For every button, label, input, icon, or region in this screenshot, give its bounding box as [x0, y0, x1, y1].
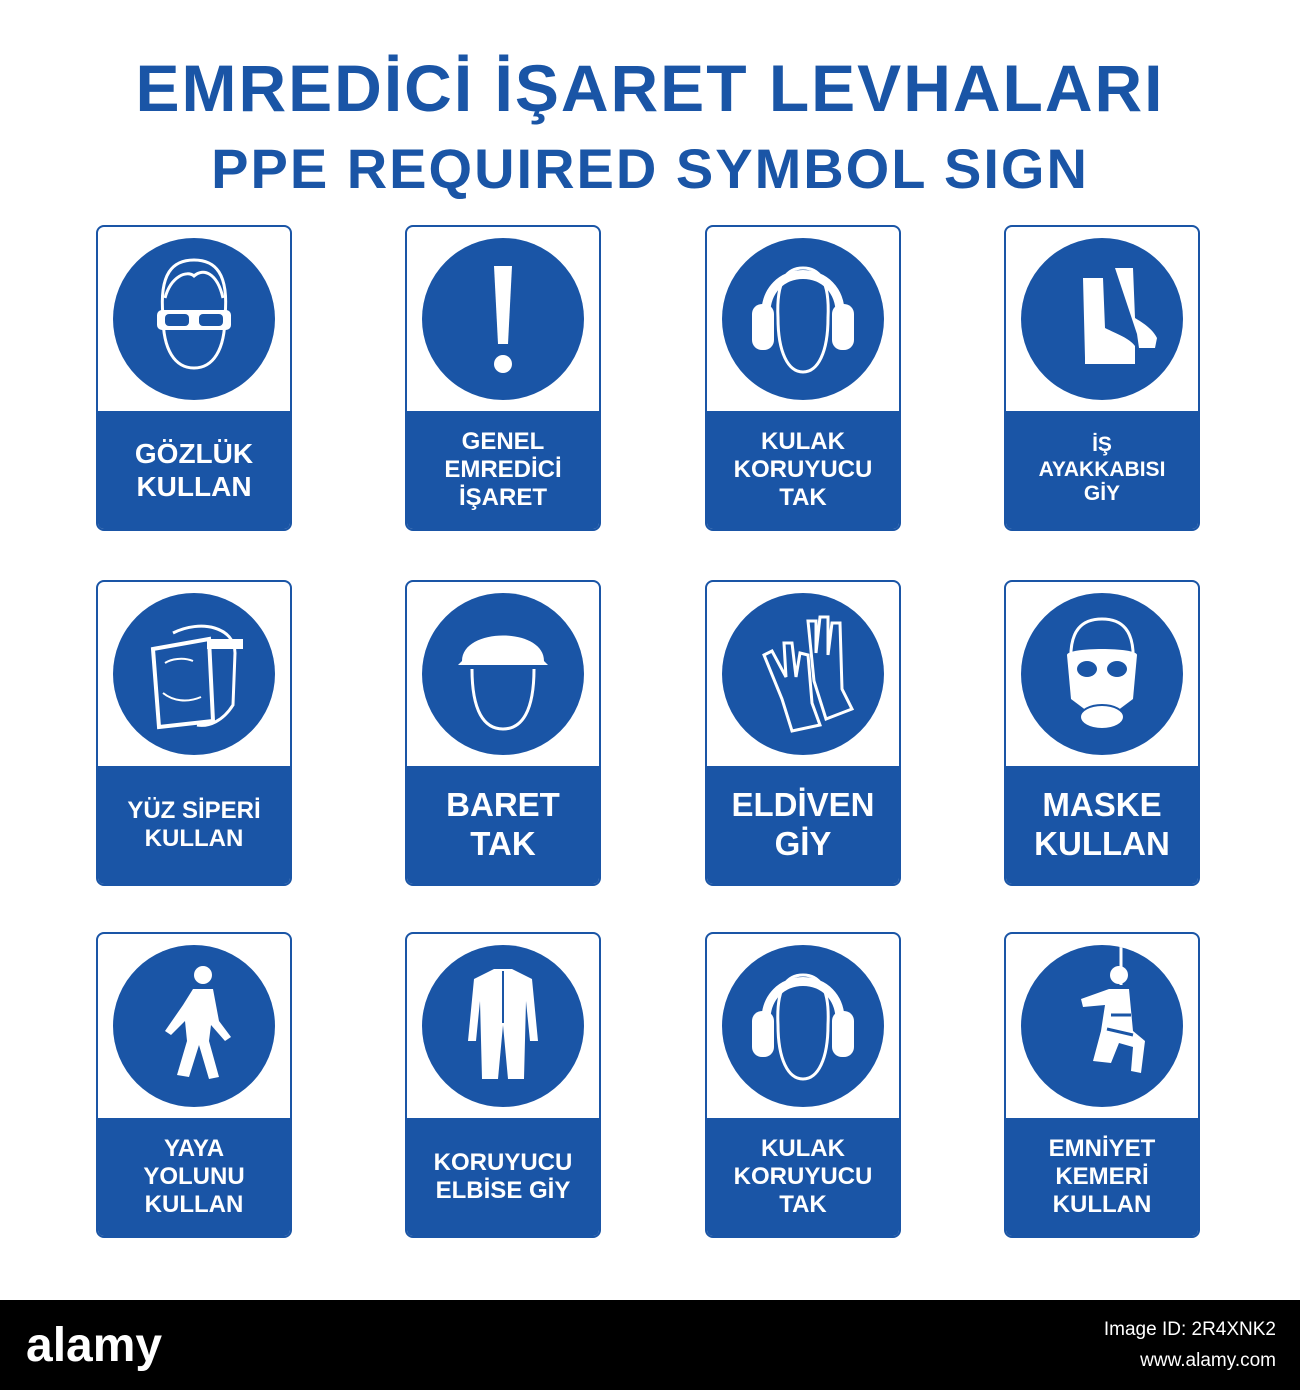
sign-label: MASKE KULLAN [1034, 786, 1170, 862]
goggles-face-icon [113, 238, 275, 400]
sign-label: İŞ AYAKKABISI GİY [1038, 432, 1166, 506]
sign-label: GENEL EMREDİCİ İŞARET [444, 427, 562, 512]
footer-site: www.alamy.com [1140, 1350, 1276, 1371]
gloves-icon [722, 593, 884, 755]
safety-harness-icon [1021, 945, 1183, 1107]
gas-mask-icon [1021, 593, 1183, 755]
sign-coverall [405, 932, 601, 1238]
pedestrian-icon [113, 945, 275, 1107]
sign-label: KULAK KORUYUCU TAK [733, 1134, 873, 1219]
sign-goggles [96, 225, 292, 531]
sign-label: EMNİYET KEMERİ KULLAN [1048, 1134, 1156, 1219]
title-line-1: EMREDİCİ İŞARET LEVHALARI [135, 51, 1165, 125]
footer-bar [0, 1300, 1300, 1390]
face-shield-icon [113, 593, 275, 755]
exclamation-icon [422, 238, 584, 400]
ear-protection-icon [722, 945, 884, 1107]
ear-protection-icon [722, 238, 884, 400]
sign-safety-boots [1004, 225, 1200, 531]
sign-label: KULAK KORUYUCU TAK [733, 427, 873, 512]
title-line-2: PPE REQUIRED SYMBOL SIGN [211, 137, 1089, 200]
sign-ear-protection [705, 225, 901, 531]
hard-hat-icon [422, 593, 584, 755]
footer-meta [1104, 1314, 1276, 1376]
sign-hard-hat [405, 580, 601, 886]
coverall-icon [422, 945, 584, 1107]
footer-brand-logo: alamy [26, 1319, 163, 1372]
sign-label: BARET TAK [446, 786, 560, 862]
sign-pedestrian [96, 932, 292, 1238]
safety-boot-icon [1021, 238, 1183, 400]
sign-gloves [705, 580, 901, 886]
sign-ear-protection-2 [705, 932, 901, 1238]
sign-face-shield [96, 580, 292, 886]
sign-label: GÖZLÜK KULLAN [134, 437, 254, 502]
sign-label: YÜZ SİPERİ KULLAN [127, 796, 261, 852]
sign-general-mandatory [405, 225, 601, 531]
sign-safety-harness [1004, 932, 1200, 1238]
sign-label: ELDİVEN GİY [731, 786, 875, 862]
sign-mask [1004, 580, 1200, 886]
sign-label: KORUYUCU ELBİSE GİY [433, 1148, 573, 1204]
sign-label: YAYA YOLUNU KULLAN [143, 1134, 245, 1219]
footer-image-id: Image ID: 2R4XNK2 [1103, 1319, 1276, 1340]
